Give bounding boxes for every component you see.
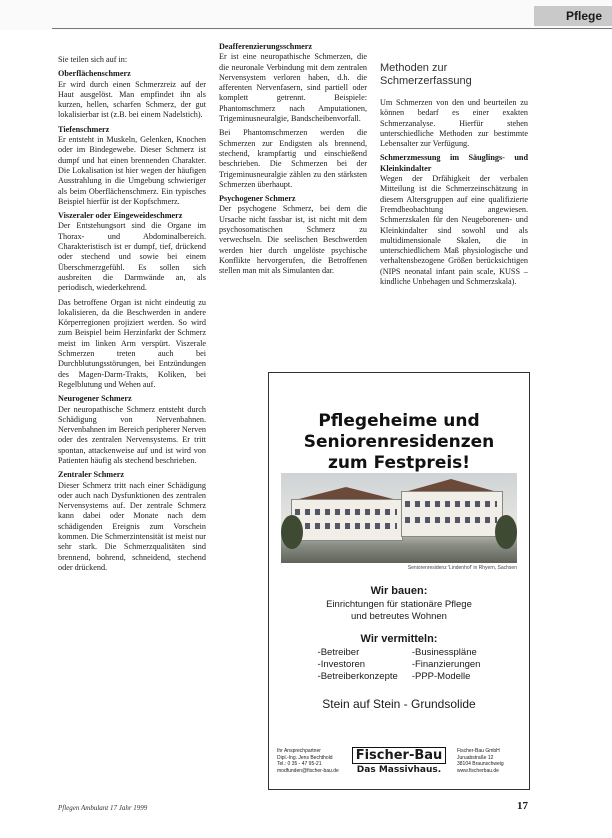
logo-name: Fischer-Bau (352, 747, 447, 764)
we-build-line: Einrichtungen für stationäre Pflege (326, 599, 472, 610)
section-text: Er wird durch einen Schmerzreiz auf der Haut ausgelöst. Man empfindet ihn als kurzen, hellen, scharfen Schmerz, der gut lokalisierbar ist (z.B. bei einem Nadelstich). (58, 79, 206, 120)
ad-body (269, 583, 529, 711)
tree (495, 515, 517, 549)
article-paragraph (380, 153, 528, 287)
section-heading: Oberflächenschmerz (58, 69, 131, 79)
article-paragraph (219, 128, 367, 190)
contact-line: Ihr Ansprechpartner (277, 748, 321, 754)
window-row (405, 501, 497, 507)
we-build-line: und betreutes Wohnen (351, 611, 447, 622)
service-list-left (318, 647, 398, 683)
advertisement (268, 372, 530, 790)
list-item: -Finanzierungen (411, 659, 481, 670)
ad-headline-line: Seniorenresidenzen (303, 432, 495, 452)
section-text: Der psychogene Schmerz, bei dem die Ursache nicht fassbar ist, ist nicht mit dem psychosomatischen Schmerz zu verwechseln. Die seelischen Beschwerden werden hier durch ungelöste psychische Konflikte hervorgerufen, die Betroffenen stellen man mit als Simulanten dar. (219, 204, 367, 276)
building-wing (401, 491, 503, 537)
fischer-bau-logo (352, 747, 447, 775)
article-paragraph (58, 69, 206, 120)
section-heading: Tiefenschmerz (58, 124, 110, 134)
list-item: -PPP-Modelle (411, 671, 471, 682)
section-text: Das betroffene Organ ist nicht eindeutig zu lokalisieren, da die Beschwerden in andere Körperregionen projiziert werden. So wird zum Beispiel beim Herzinfarkt der Schmerz meist im linken Arm verspürt. Viszerale Schmerzen treten auch bei Durchblutungsstörungen, bei Entzündungen des Magen-Darm-Trakts, Koliken, bei Regelblutung und Wehen auf. (58, 297, 206, 389)
ad-slogan: Stein auf Stein - Grundsolide (322, 697, 476, 711)
section-text: Der Entstehungsort sind die Organe im Thorax- und Abdominalbereich. Charakteristisch ist er dumpf, tief, drückend oder stechend und sowie bei einem Überschmerzgefühl. Es sollen sich ausbreiten die Darmwände an, als periodisch, wiederkehrend. (58, 221, 206, 293)
column-2 (219, 42, 367, 281)
section-heading: Neurogener Schmerz (58, 394, 132, 404)
section-text: Der neuropathische Schmerz entsteht durch Schädigung von Nervenbahnen. Nervenbahnen im Bereich peripherer Nerven oder des zentralen Nervensystems. Er tritt spontan, attackenweise auf und ist wird von Patienten häufig als stechend beschrieben. (58, 404, 206, 465)
article-paragraph (58, 125, 206, 207)
list-item: -Betreiberkonzepte (317, 671, 398, 682)
section-text: Er entsteht in Muskeln, Gelenken, Knochen oder im Bindegewebe. Dieser Schmerz ist dumpf und hat einen brennenden Charakter. Die Lokalisation ist hier wegen der häufigen Ausstrahlung in die Umgebung schwieriger als beim Oberflächenschmerz. Ein typisches Beispiel hierfür ist der Kopfschmerz. (58, 135, 206, 206)
contact-line: modfunden@fischer-bau.de (277, 767, 339, 774)
article-paragraph (58, 298, 206, 391)
contact-line: Dipl.-Ing. Jens Bechthold (277, 754, 333, 761)
we-arrange-title: Wir vermitteln: (360, 633, 438, 645)
page-number: 17 (517, 800, 528, 812)
article-paragraph (58, 211, 206, 293)
we-build-title: Wir bauen: (370, 585, 428, 597)
contact-block (277, 748, 341, 774)
logo-tagline: Das Massivhaus. (356, 765, 442, 775)
section-heading: Viszeraler oder Eingeweideschmerz (58, 211, 183, 221)
section-text: Er ist eine neuropathische Schmerzen, die die neuronale Verbindung mit dem zentralen Nervensystem verloren haben, d.h. die afferenten Nervenfasern, sind partiell oder komplett getrennt. Beispiele: Phantomschmerz nach Amputationen, Trigeminusneuralgie, Bandscheibenvorfall. (219, 52, 367, 124)
column-3-title: Methoden zur Schmerzerfassung (380, 62, 472, 87)
footer-source: Pflegen Ambulant 17 Jahr 1999 (58, 804, 148, 812)
photo-caption: Seniorenresidenz 'Lindenhof' in Rhyern, Sachsen (407, 565, 517, 571)
ad-footer (277, 741, 521, 781)
address-line: www.fischerbau.de (456, 767, 499, 774)
section-heading: Schmerzmessung im Säuglings- und Kleinkindalter (380, 153, 528, 173)
address-line: Juruabstraße 12 (456, 754, 494, 761)
building-wing (291, 499, 403, 541)
address-line: Fischer-Bau GmbH (456, 748, 500, 754)
section-heading: Psychogener Schmerz (219, 194, 296, 204)
column-1 (58, 55, 206, 577)
contact-line: Tel.: 0 35 - 47 95-21 (277, 761, 322, 767)
address-line: 38104 Braunschweig (456, 761, 504, 767)
service-list-right (412, 647, 481, 683)
window-row (295, 523, 397, 529)
service-lists (269, 647, 529, 683)
article-paragraph (58, 394, 206, 466)
column-3-intro: Um Schmerzen von den und beurteilen zu können bedarf es einer exakten Schmerzanalyse. Hierfür stehen unterschiedliche Methoden zur bestimmte Lebensalter zur Verfügung. (380, 98, 528, 149)
article-paragraph (58, 470, 206, 573)
page-header (0, 0, 612, 30)
section-text: Wegen der Drfähigkeit der verbalen Mitteilung ist die Schmerzeinschätzung in diesem Altersgruppen auf eine qualifizierte Fremdbeobachtung angewiesen. Schmerzskalen für den Neugeborenen- und Kleinkindalter sind sowohl und als multidimensionale Skalen, die in unterschiedlichem Maß physiologische und verhaltensbezogene Größen berücksichtigen (NIPS neonatal infant pain scale, KUSS – kindliche Unbehagen und Schmerzskala). (380, 174, 528, 287)
article-paragraph (219, 42, 367, 124)
ad-headline (269, 411, 529, 474)
tree (281, 515, 303, 549)
section-heading: Deafferenzierungsschmerz (219, 42, 313, 51)
section-text: Bei Phantomschmerzen werden die Schmerzen zur Endigsten als brennend, stechend, krampfartig und einschießend beschrieben. Die Schmerzen bei der Trigeminusneuralgie zählen zu den stärksten Schmerzen überhaupt. (219, 128, 367, 189)
building-photo (281, 473, 517, 563)
section-text: Dieser Schmerz tritt nach einer Schädigung oder auch nach Dysfunktionen des zentralen Nervensystems auf. Der zentrale Schmerz kann dabei oder Monate nach dem schädigenden Ereignis zum Vorschein kommen. Die Schmerzintensität ist meist nur sehr stark. Die Schmerzqualitäten sind brennend, bohrend, schneidend, stechend oder drückend. (58, 480, 206, 572)
list-item: -Betreiber (317, 647, 360, 658)
header-rule (52, 28, 612, 29)
article-paragraph (219, 194, 367, 276)
list-item: -Businesspläne (411, 647, 477, 658)
window-row (405, 517, 497, 523)
section-tab: Pflege (534, 6, 612, 26)
address-block (457, 748, 521, 774)
column-1-lead: Sie teilen sich auf in: (58, 55, 128, 64)
ad-headline-line: Pflegeheime und (318, 411, 480, 431)
section-heading: Zentraler Schmerz (58, 470, 125, 480)
ad-headline-line: zum Festpreis! (327, 453, 471, 473)
window-row (295, 509, 397, 515)
list-item: -Investoren (317, 659, 366, 670)
column-3 (380, 62, 528, 291)
